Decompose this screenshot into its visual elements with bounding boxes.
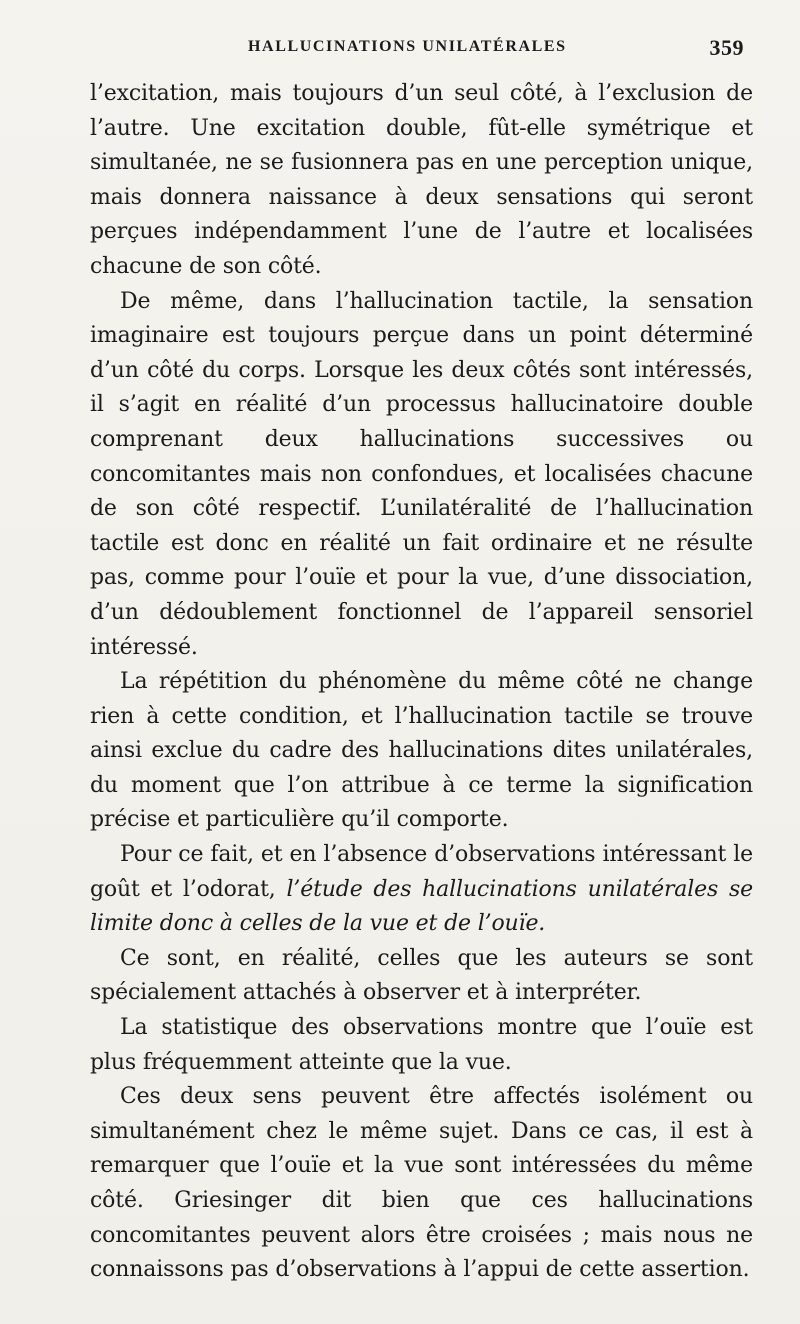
running-title: HALLUCINATIONS UNILATÉRALES — [248, 38, 567, 55]
paragraph-4-italic: l’étude des hallucinations unilatérales se limite donc à celles de la vue et de l’ouïe. — [90, 876, 753, 937]
page-number: 359 — [709, 35, 744, 60]
running-head — [90, 35, 752, 68]
paragraph-7: Ces deux sens peuvent être affectés isolément ou simultanément chez le même sujet. Dans ce cas, il est à remarquer que l’ouïe et la vue sont intéressées du même côté. Griesinger dit bien que ces hallucinations concomitantes peuvent alors être croisées ; mais nous ne connaissons pas d’observations à l’appui de cette assertion. — [90, 1084, 753, 1283]
paragraph-5: Ce sont, en réalité, celles que les auteurs se sont spécialement attachés à observer et à interpréter. — [90, 945, 753, 1006]
paragraph-2: De même, dans l’hallucination tactile, la sensation imaginaire est toujours perçue dans un point déterminé d’un côté du corps. Lorsque les deux côtés sont intéressés, il s’agit en réalité d’un processus hallucinatoire double comprenant deux hallucinations successives ou concomitantes mais non confondues, et localisées chacune de son côté respectif. L’unilatéralité de l’hallucination tactile est donc en réalité un fait ordinaire et ne résulte pas, comme pour l’ouïe et pour la vue, d’une dissociation, d’un dédoublement fonctionnel de l’appareil sensoriel intéressé. — [90, 288, 753, 660]
paragraph-3: La répétition du phénomène du même côté ne change rien à cette condition, et l’hallucination tactile se trouve ainsi exclue du cadre des hallucinations dites unilatérales, du moment que l’on attribue à ce terme la signification précise et particulière qu’il comporte. — [90, 669, 753, 833]
paragraph-4-plain: Pour ce fait, et en l’absence d’observations intéressant le goût et l’odorat, — [90, 842, 753, 902]
paragraph-1: l’excitation, mais toujours d’un seul côté, à l’exclusion de l’autre. Une excitation double, fût-elle symétrique et simultanée, ne se fusionnera pas en une perception unique, mais donnera naissance à deux sensations qui seront perçues indépendamment l’une de l’autre et localisées chacune de son côté. — [90, 81, 753, 279]
body-text — [90, 77, 753, 1288]
paragraph-4 — [90, 838, 753, 942]
paragraph-6: La statistique des observations montre que l’ouïe est plus fréquemment atteinte que la vue. — [90, 1015, 753, 1075]
